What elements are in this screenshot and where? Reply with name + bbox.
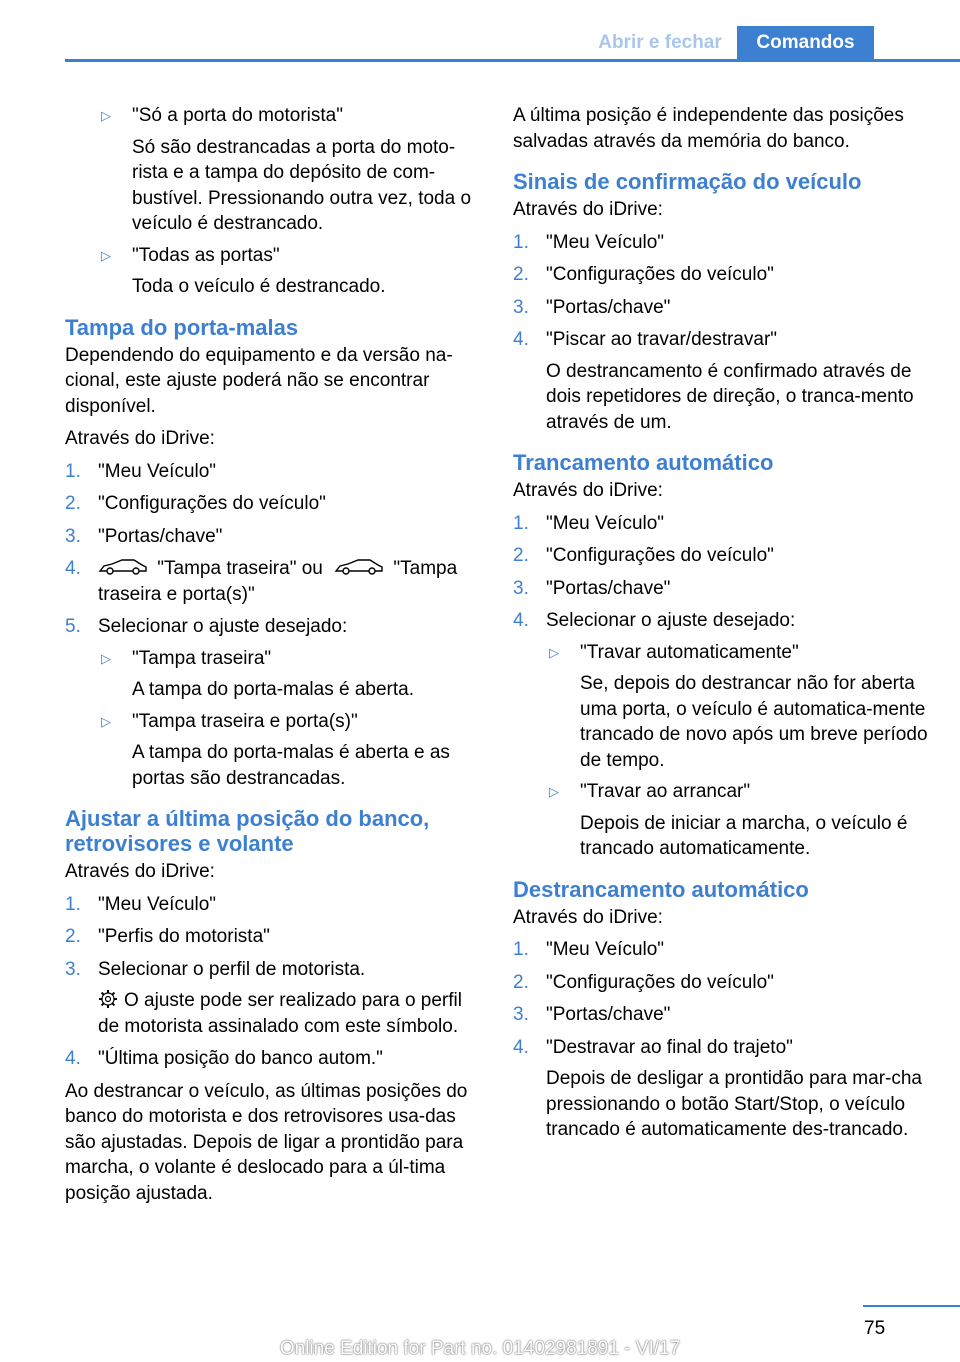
car-icon: [98, 558, 148, 576]
list-item: [513, 1002, 933, 1028]
list-item: [65, 924, 480, 950]
option-text: Toda o veículo é destrancado.: [132, 276, 386, 297]
autounlock-steps: [513, 937, 933, 1143]
option-title: "Todas as portas": [132, 244, 280, 266]
option-title: "Só a porta do motorista": [132, 105, 343, 126]
trunk-heading: Tampa do porta-malas: [65, 314, 299, 340]
option-title: "Travar automaticamente": [580, 641, 799, 663]
step-number: 2.: [513, 545, 529, 566]
step-number: 4.: [513, 329, 529, 350]
step-text: "Configurações do veículo": [98, 493, 326, 514]
list-item: [513, 970, 933, 996]
seat-steps: [65, 892, 480, 1072]
step-text: "Portas/chave": [546, 296, 671, 318]
list-item: [513, 295, 933, 321]
step-number: 1.: [513, 939, 529, 960]
seat-via: Através do iDrive:: [65, 861, 215, 882]
confirm-heading: Sinais de confirmação do veículo: [513, 169, 862, 194]
step-number: 1.: [65, 893, 81, 915]
option-title: "Tampa traseira e porta(s)": [132, 710, 358, 732]
triangle-right-icon: ▷: [101, 650, 111, 666]
step-number: 3.: [513, 1004, 529, 1025]
list-item: [513, 262, 933, 288]
list-item: [513, 1035, 933, 1143]
step-number: 1.: [513, 231, 529, 253]
option-text: Depois de iniciar a marcha, o veículo é trancado automaticamente.: [580, 812, 908, 859]
list-item: [546, 640, 933, 774]
option-text: Só são destrancadas a porta do moto-rista e a tampa do depósito de com-bustível. Pressionando outra vez, toda o veículo é destrancado.: [132, 136, 472, 234]
list-item: [513, 608, 933, 862]
list-item: [98, 709, 480, 792]
step-text: "Meu Veículo": [546, 231, 665, 253]
step-number: 3.: [513, 577, 529, 599]
option-title: "Travar ao arrancar": [580, 781, 751, 802]
step-text: "Destravar ao final do trajeto": [546, 1036, 793, 1058]
page-header: [65, 26, 960, 62]
car-icon: [334, 558, 384, 576]
option-text: A tampa do porta-malas é aberta e as portas são destrancadas.: [132, 742, 450, 789]
chapter-tab: Comandos: [737, 26, 874, 62]
list-item: [513, 576, 933, 602]
step-number: 4.: [513, 610, 529, 631]
list-item: [65, 491, 480, 517]
list-item: [513, 511, 933, 537]
step-number: 3.: [513, 296, 529, 318]
step-number: 4.: [513, 1036, 529, 1058]
step-note: Depois de desligar a prontidão para mar-cha pressionando o botão Start/Stop, o veículo trancado é automaticamente des-trancado.: [546, 1068, 922, 1140]
list-item: [513, 327, 933, 435]
right-intro: A última posição é independente das posições salvadas através da memória do banco.: [513, 105, 904, 152]
edition-footer: Online Edition for Part no. 01402981891 - VI/17: [279, 1338, 681, 1359]
seat-heading: Ajustar a última posição do banco, retrovisores e volante: [65, 806, 430, 856]
step-note: O destrancamento é confirmado através de dois repetidores de direção, o tranca-mento através de um.: [546, 360, 914, 433]
step-text: "Configurações do veículo": [546, 264, 774, 285]
step-text: "Meu Veículo": [546, 512, 665, 534]
step-number: 2.: [65, 926, 81, 947]
list-item: [65, 892, 480, 918]
list-item: [65, 459, 480, 485]
trunk-intro: Dependendo do equipamento e da versão na-cional, este ajuste poderá não se encontrar disponível.: [65, 344, 453, 417]
autolock-steps: [513, 511, 933, 862]
option-title: "Tampa traseira": [132, 647, 272, 669]
step-text: "Tampa traseira e porta(s)": [98, 558, 458, 605]
gear-icon: [98, 989, 118, 1009]
trunk-steps: [65, 459, 480, 792]
right-column: [513, 103, 933, 1150]
autounlock-heading: Destrancamento automático: [513, 876, 809, 902]
step-number: 2.: [513, 264, 529, 285]
step-text: "Meu Veículo": [98, 460, 217, 482]
step-text: "Perfis do motorista": [98, 926, 270, 947]
header-divider: [65, 59, 960, 62]
confirm-steps: [513, 230, 933, 436]
option-text: Se, depois do destrancar não for aberta uma porta, o veículo é automatica-mente trancado de novo após um breve período de tempo.: [580, 673, 928, 771]
step-text: Selecionar o perfil de motorista.: [98, 958, 366, 980]
step-text: "Última posição do banco autom.": [98, 1048, 383, 1069]
list-item: [546, 779, 933, 862]
step-number: 4.: [65, 1048, 81, 1069]
step-text: "Meu Veículo": [98, 893, 217, 915]
step-number: 1.: [513, 512, 529, 534]
step-text: Selecionar o ajuste desejado:: [546, 610, 796, 631]
step-number: 4.: [65, 558, 81, 579]
list-item: [513, 937, 933, 963]
triangle-right-icon: ▷: [549, 644, 559, 660]
seat-outro: Ao destrancar o veículo, as últimas posições do banco do motorista e dos retrovisores usa-das são ajustadas. Depois de ligar a prontidão para marcha, o volante é deslocado para a úl-tima posição ajustada.: [65, 1080, 468, 1204]
step-text: "Piscar ao travar/destravar": [546, 329, 778, 350]
page-number-divider: [863, 1305, 960, 1307]
trunk-via: Através do iDrive:: [65, 428, 215, 449]
confirm-via: Através do iDrive:: [513, 199, 663, 220]
step-number: 3.: [65, 958, 81, 980]
step-number: 3.: [65, 525, 81, 547]
list-item: [513, 230, 933, 256]
left-column: [65, 103, 480, 1213]
unlock-options-list: [65, 103, 480, 300]
list-item: [65, 614, 480, 791]
step-text: "Configurações do veículo": [546, 971, 774, 993]
step-text: "Configurações do veículo": [546, 545, 774, 566]
list-item: [65, 957, 480, 1040]
step-number: 2.: [513, 971, 529, 993]
step-number: 1.: [65, 460, 81, 482]
triangle-right-icon: ▷: [101, 108, 111, 123]
autolock-options: [546, 640, 933, 862]
section-tab: Abrir e fechar: [598, 32, 722, 53]
list-item: [65, 1046, 480, 1072]
step-text: "Portas/chave": [98, 525, 223, 547]
list-item: [65, 524, 480, 550]
step-text: "Portas/chave": [546, 1004, 671, 1025]
trunk-options: [98, 646, 480, 792]
triangle-right-icon: ▷: [549, 784, 559, 799]
step-text: "Portas/chave": [546, 577, 671, 599]
step-note: [98, 988, 480, 1039]
step-text: "Meu Veículo": [546, 939, 665, 960]
option-text: A tampa do porta-malas é aberta.: [132, 679, 414, 700]
list-item: [513, 543, 933, 569]
step-number: 2.: [65, 493, 81, 514]
autounlock-via: Através do iDrive:: [513, 906, 663, 928]
page-number: 75: [864, 1318, 886, 1339]
autolock-heading: Trancamento automático: [513, 450, 774, 475]
list-item: [98, 646, 480, 703]
triangle-right-icon: ▷: [101, 247, 111, 263]
step-text: "Tampa traseira" ou: [157, 558, 323, 579]
list-item: [65, 103, 480, 237]
list-item: [65, 556, 480, 607]
list-item: [65, 243, 480, 300]
step-number: 5.: [65, 616, 81, 637]
autolock-via: Através do iDrive:: [513, 480, 663, 501]
triangle-right-icon: ▷: [101, 713, 111, 729]
note-text: O ajuste pode ser realizado para o perfil de motorista assinalado com este símbolo.: [98, 990, 462, 1037]
step-text: Selecionar o ajuste desejado:: [98, 616, 348, 637]
